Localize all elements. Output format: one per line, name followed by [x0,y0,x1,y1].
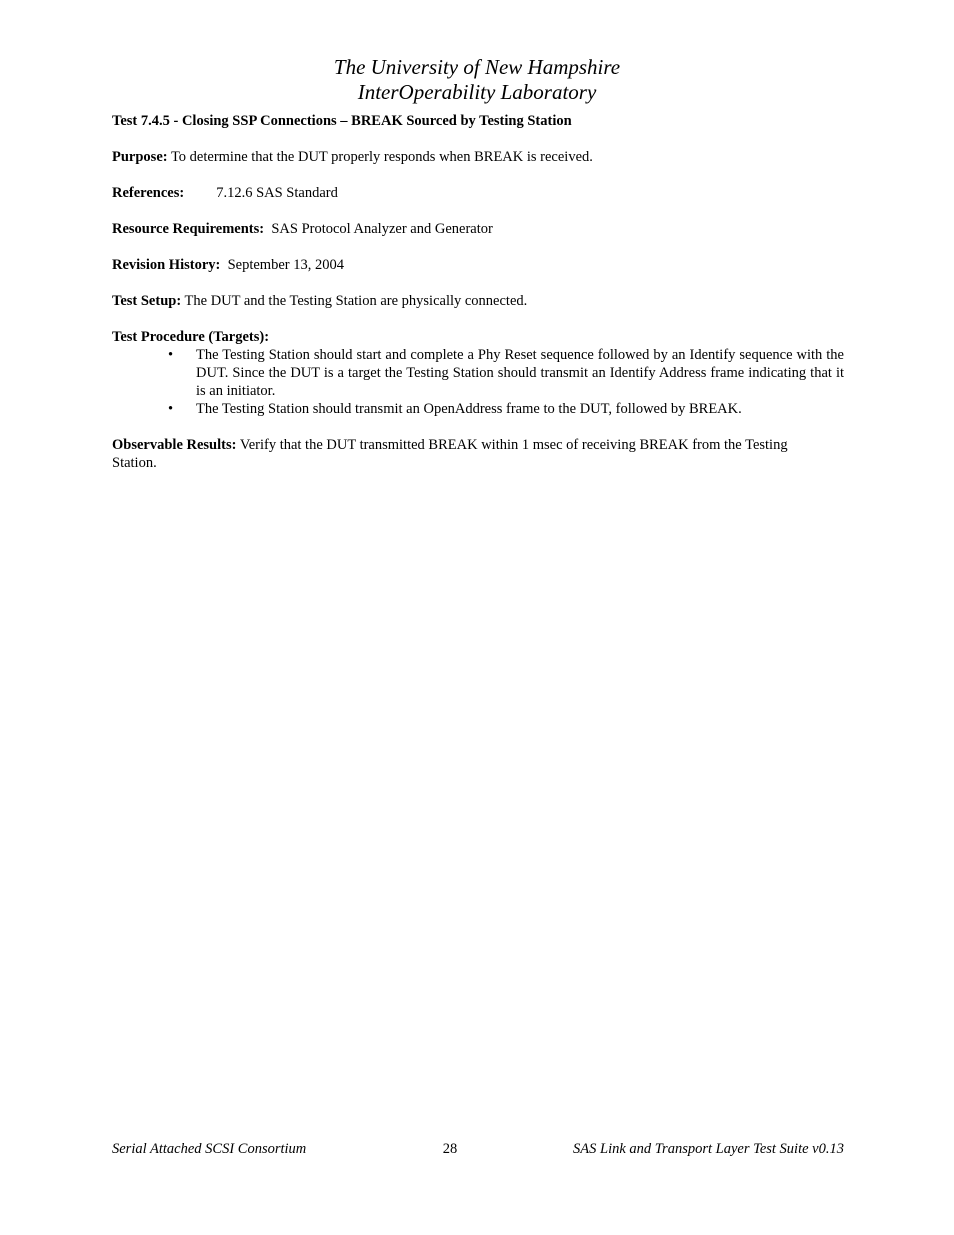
header-laboratory: InterOperability Laboratory [357,80,597,104]
bullet-icon: • [168,347,174,363]
results-text: Verify that the DUT transmitted BREAK within 1 msec of receiving BREAK from the Testing Station. [112,437,788,471]
references-label: References: [112,185,185,201]
purpose-label: Purpose: [112,149,168,165]
page-header [0,55,954,105]
procedure-step-1: The Testing Station should start and complete a Phy Reset sequence followed by an Identify sequence with the DUT. Since the DUT is a target the Testing Station should transmit an Identify Address frame indicating that it is an initiator. [196,347,844,399]
bullet-icon: • [168,401,174,417]
purpose-field [112,148,844,166]
revision-field [112,256,844,274]
setup-label: Test Setup: [112,293,182,309]
revision-text: September 13, 2004 [220,257,344,273]
footer-suite-title: SAS Link and Transport Layer Test Suite v0.13 [573,1141,844,1157]
test-content [112,112,844,472]
setup-field [112,292,844,310]
references-field [112,184,844,202]
header-university: The University of New Hampshire [333,55,621,79]
setup-text: The DUT and the Testing Station are physically connected. [181,293,528,309]
procedure-step-2: The Testing Station should transmit an OpenAddress frame to the DUT, followed by BREAK. [196,401,742,417]
resources-field [112,220,844,238]
procedure-label: Test Procedure (Targets): [112,329,270,345]
revision-label: Revision History: [112,257,221,273]
resources-label: Resource Requirements: [112,221,265,237]
procedure-steps [112,346,844,418]
results-label: Observable Results: [112,437,237,453]
references-text: 7.12.6 SAS Standard [216,185,338,201]
page-footer [112,1140,844,1158]
purpose-text: To determine that the DUT properly responds when BREAK is received. [167,149,593,165]
results-field [112,436,812,472]
resources-text: SAS Protocol Analyzer and Generator [264,221,493,237]
list-item [112,346,844,400]
footer-consortium: Serial Attached SCSI Consortium [112,1141,307,1157]
page-number: 28 [442,1141,458,1157]
list-item [112,400,844,418]
test-title: Test 7.4.5 - Closing SSP Connections – BREAK Sourced by Testing Station [112,113,572,129]
